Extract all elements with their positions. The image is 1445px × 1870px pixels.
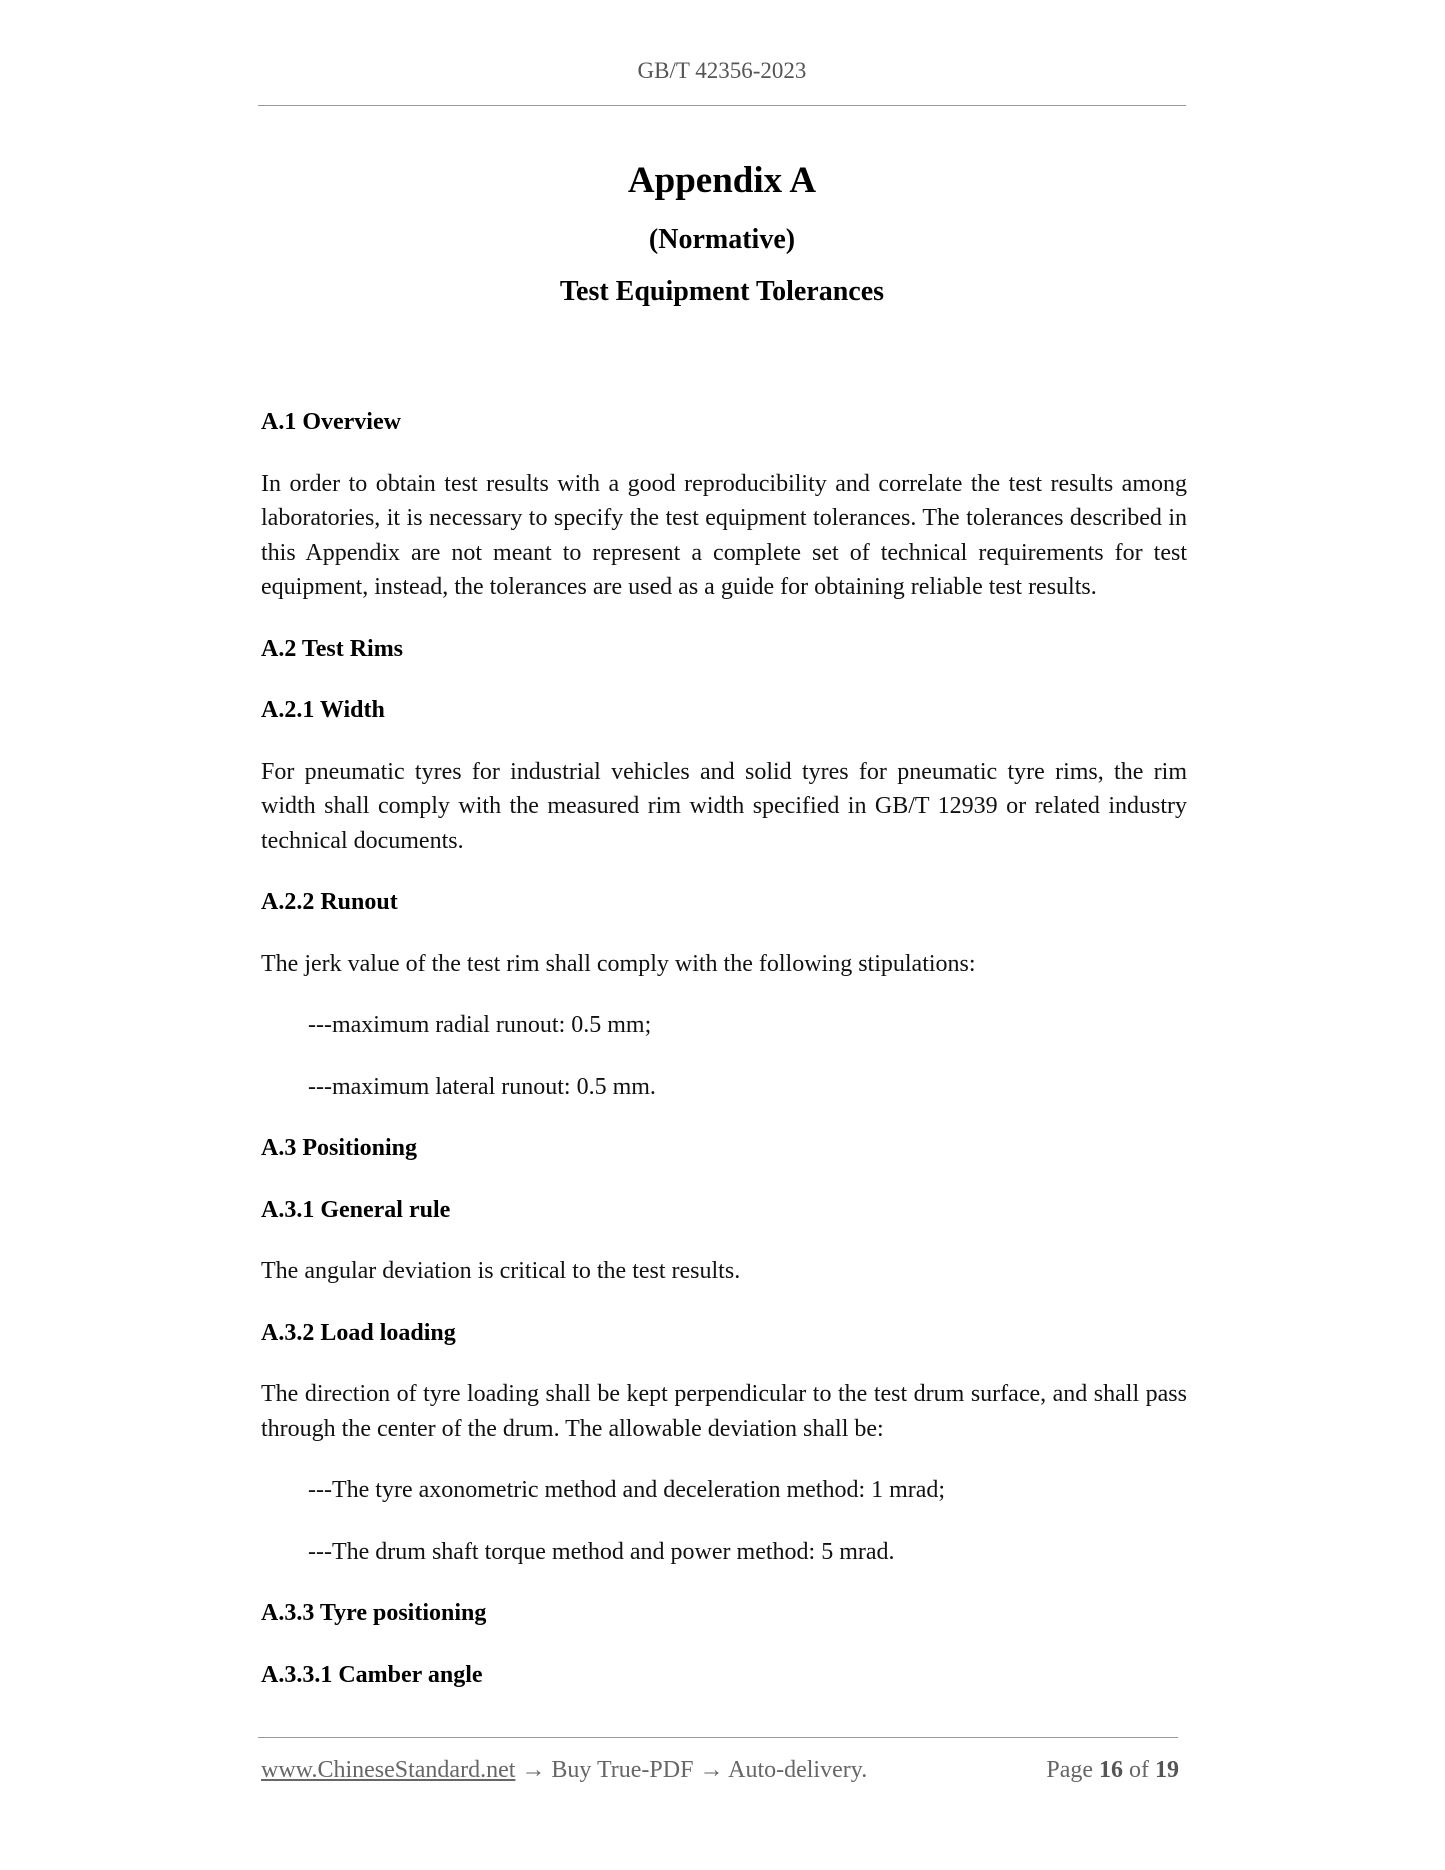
appendix-normative-label: (Normative) [648,224,796,255]
section-heading-a31: A.3.1 General rule [261,1196,451,1223]
footer-divider [258,1737,1178,1738]
page-indicator [1046,1757,1179,1784]
section-heading-a32: A.3.2 Load loading [261,1319,456,1346]
section-heading-a21: A.2.1 Width [261,697,385,723]
document-body [261,405,1187,1719]
total-pages-number: 19 [1155,1757,1179,1783]
paragraph-a31: The angular deviation is critical to the test results. [261,1258,741,1284]
paragraph-a1: In order to obtain test results with a good reproducibility and correlate the test results among laboratories, it is necessary to specify the test equipment tolerances. The tolerances described in this Appendix are not meant to represent a complete set of technical requirements for test equipment, instead, the tolerances are used as a guide for obtaining reliable test results. [261,470,1187,600]
page-footer [261,1757,1179,1784]
list-item-radial-runout: ---maximum radial runout: 0.5 mm; [308,1012,652,1038]
section-heading-a22: A.2.2 Runout [261,889,398,915]
section-heading-a3: A.3 Positioning [261,1135,418,1161]
appendix-main-title: Test Equipment Tolerances [559,276,885,307]
footer-promo-text: → Buy True-PDF → Auto-delivery. [515,1757,868,1783]
section-heading-a33: A.3.3 Tyre positioning [261,1600,487,1626]
section-heading-a1: A.1 Overview [261,409,401,435]
paragraph-a32: The direction of tyre loading shall be kept perpendicular to the test drum surface, and shall pass through the center of the drum. The allowable deviation shall be: [261,1381,1187,1442]
list-item-axonometric-method: ---The tyre axonometric method and deceleration method: 1 mrad; [308,1477,946,1503]
document-header: GB/T 42356-2023 [637,58,807,83]
section-heading-a2: A.2 Test Rims [261,635,404,662]
list-item-drum-shaft-method: ---The drum shaft torque method and power method: 5 mrad. [308,1538,895,1565]
paragraph-a22: The jerk value of the test rim shall comply with the following stipulations: [261,950,976,977]
section-heading-a331: A.3.3.1 Camber angle [261,1661,483,1688]
current-page-number: 16 [1099,1757,1123,1783]
list-item-lateral-runout: ---maximum lateral runout: 0.5 mm. [308,1073,656,1100]
header-divider [258,105,1186,106]
of-label: of [1129,1757,1149,1783]
appendix-title: Appendix A [627,160,817,201]
paragraph-a21: For pneumatic tyres for industrial vehicles and solid tyres for pneumatic tyre rims, the rim width shall comply with the measured rim width specified in GB/T 12939 or related industry technical documents. [261,758,1187,854]
page-label: Page [1046,1757,1093,1783]
website-link[interactable]: www.ChineseStandard.net [261,1757,516,1783]
